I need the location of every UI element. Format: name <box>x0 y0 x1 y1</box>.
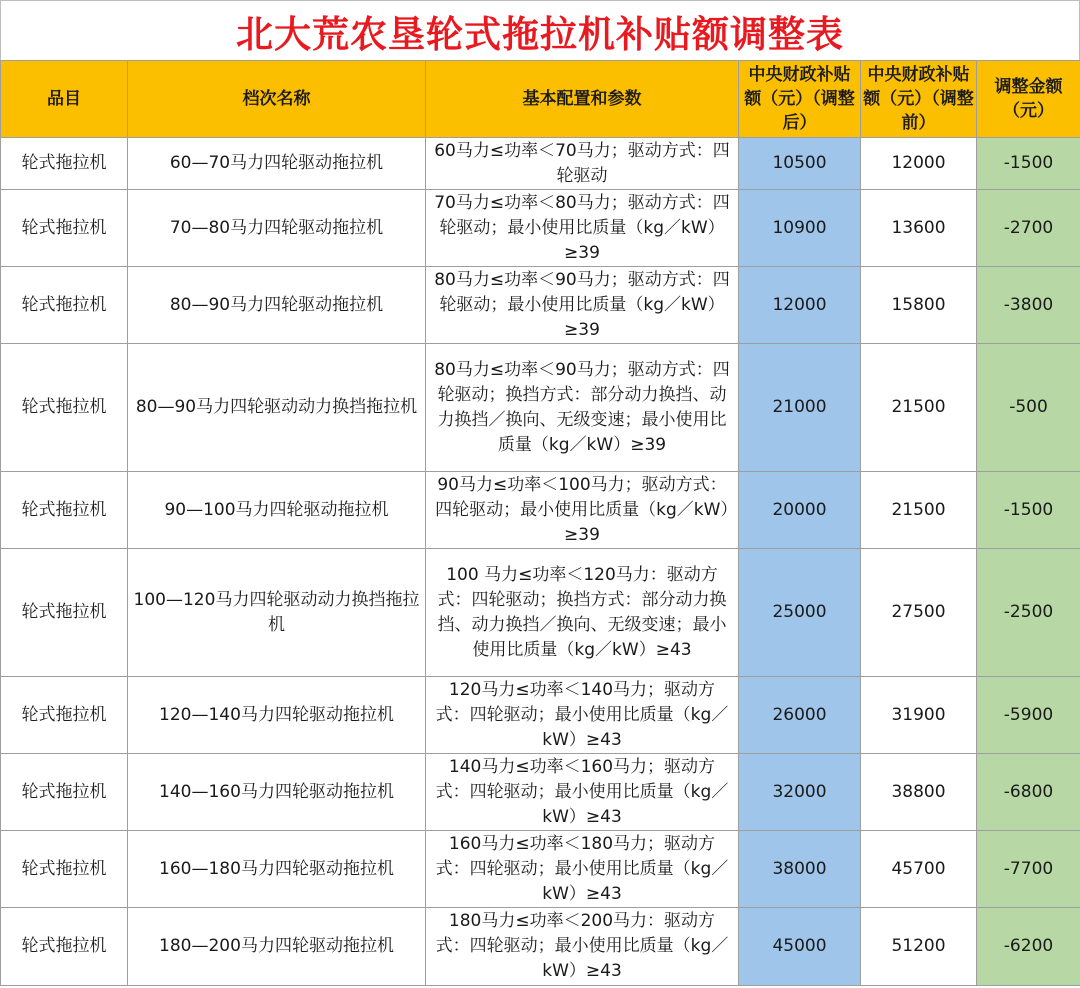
cell-grade: 160—180马力四轮驱动拖拉机 <box>128 831 426 908</box>
header-grade: 档次名称 <box>128 61 426 138</box>
header-diff: 调整金额（元） <box>977 61 1080 138</box>
cell-product: 轮式拖拉机 <box>1 549 128 677</box>
cell-before: 51200 <box>861 908 977 986</box>
cell-before: 45700 <box>861 831 977 908</box>
cell-after: 10900 <box>739 190 861 267</box>
cell-grade: 180—200马力四轮驱动拖拉机 <box>128 908 426 986</box>
header-product: 品目 <box>1 61 128 138</box>
table-row <box>1 138 1080 190</box>
cell-before: 31900 <box>861 677 977 754</box>
cell-grade: 140—160马力四轮驱动拖拉机 <box>128 754 426 831</box>
cell-product: 轮式拖拉机 <box>1 908 128 986</box>
cell-before: 21500 <box>861 344 977 472</box>
cell-grade: 70—80马力四轮驱动拖拉机 <box>128 190 426 267</box>
cell-config: 120马力≤功率＜140马力；驱动方式：四轮驱动；最小使用比质量（kg／kW）≥43 <box>426 677 739 754</box>
cell-after: 10500 <box>739 138 861 190</box>
cell-config: 80马力≤功率＜90马力；驱动方式：四轮驱动；换挡方式：部分动力换挡、动力换挡／换向、无级变速；最小使用比质量（kg／kW）≥39 <box>426 344 739 472</box>
cell-after: 26000 <box>739 677 861 754</box>
cell-diff: -6200 <box>977 908 1080 986</box>
table-row <box>1 908 1080 986</box>
page-title: 北大荒农垦轮式拖拉机补贴额调整表 <box>0 0 1080 60</box>
cell-before: 15800 <box>861 267 977 344</box>
header-before: 中央财政补贴额（元）（调整前） <box>861 61 977 138</box>
cell-product: 轮式拖拉机 <box>1 267 128 344</box>
cell-after: 20000 <box>739 472 861 549</box>
cell-product: 轮式拖拉机 <box>1 472 128 549</box>
cell-before: 21500 <box>861 472 977 549</box>
header-config: 基本配置和参数 <box>426 61 739 138</box>
cell-before: 27500 <box>861 549 977 677</box>
cell-config: 180马力≤功率＜200马力：驱动方式：四轮驱动；最小使用比质量（kg／kW）≥43 <box>426 908 739 986</box>
cell-product: 轮式拖拉机 <box>1 190 128 267</box>
cell-before: 13600 <box>861 190 977 267</box>
cell-config: 140马力≤功率＜160马力；驱动方式：四轮驱动；最小使用比质量（kg／kW）≥43 <box>426 754 739 831</box>
cell-after: 12000 <box>739 267 861 344</box>
table-row <box>1 190 1080 267</box>
cell-grade: 100—120马力四轮驱动动力换挡拖拉机 <box>128 549 426 677</box>
cell-diff: -3800 <box>977 267 1080 344</box>
table-row <box>1 472 1080 549</box>
cell-config: 70马力≤功率＜80马力；驱动方式：四轮驱动；最小使用比质量（kg／kW）≥39 <box>426 190 739 267</box>
cell-config: 160马力≤功率＜180马力；驱动方式：四轮驱动；最小使用比质量（kg／kW）≥43 <box>426 831 739 908</box>
subsidy-table <box>0 60 1080 986</box>
cell-diff: -5900 <box>977 677 1080 754</box>
cell-grade: 120—140马力四轮驱动拖拉机 <box>128 677 426 754</box>
cell-grade: 80—90马力四轮驱动拖拉机 <box>128 267 426 344</box>
cell-grade: 90—100马力四轮驱动拖拉机 <box>128 472 426 549</box>
cell-diff: -1500 <box>977 472 1080 549</box>
cell-product: 轮式拖拉机 <box>1 677 128 754</box>
cell-config: 80马力≤功率＜90马力；驱动方式：四轮驱动；最小使用比质量（kg／kW）≥39 <box>426 267 739 344</box>
table-row <box>1 754 1080 831</box>
cell-after: 25000 <box>739 549 861 677</box>
cell-after: 21000 <box>739 344 861 472</box>
cell-diff: -500 <box>977 344 1080 472</box>
cell-product: 轮式拖拉机 <box>1 831 128 908</box>
cell-before: 38800 <box>861 754 977 831</box>
cell-config: 60马力≤功率＜70马力；驱动方式：四轮驱动 <box>426 138 739 190</box>
table-row <box>1 549 1080 677</box>
cell-diff: -6800 <box>977 754 1080 831</box>
table-row <box>1 831 1080 908</box>
cell-config: 90马力≤功率＜100马力；驱动方式：四轮驱动；最小使用比质量（kg／kW）≥39 <box>426 472 739 549</box>
cell-after: 38000 <box>739 831 861 908</box>
cell-diff: -2700 <box>977 190 1080 267</box>
table-header-row <box>1 61 1080 138</box>
header-after: 中央财政补贴额（元）（调整后） <box>739 61 861 138</box>
cell-product: 轮式拖拉机 <box>1 138 128 190</box>
cell-diff: -1500 <box>977 138 1080 190</box>
cell-product: 轮式拖拉机 <box>1 754 128 831</box>
cell-config: 100 马力≤功率＜120马力：驱动方式：四轮驱动；换挡方式：部分动力换挡、动力换挡／换向、无级变速；最小使用比质量（kg／kW）≥43 <box>426 549 739 677</box>
cell-after: 45000 <box>739 908 861 986</box>
cell-before: 12000 <box>861 138 977 190</box>
table-row <box>1 344 1080 472</box>
cell-diff: -2500 <box>977 549 1080 677</box>
cell-grade: 60—70马力四轮驱动拖拉机 <box>128 138 426 190</box>
cell-diff: -7700 <box>977 831 1080 908</box>
table-row <box>1 677 1080 754</box>
cell-grade: 80—90马力四轮驱动动力换挡拖拉机 <box>128 344 426 472</box>
cell-after: 32000 <box>739 754 861 831</box>
table-row <box>1 267 1080 344</box>
cell-product: 轮式拖拉机 <box>1 344 128 472</box>
